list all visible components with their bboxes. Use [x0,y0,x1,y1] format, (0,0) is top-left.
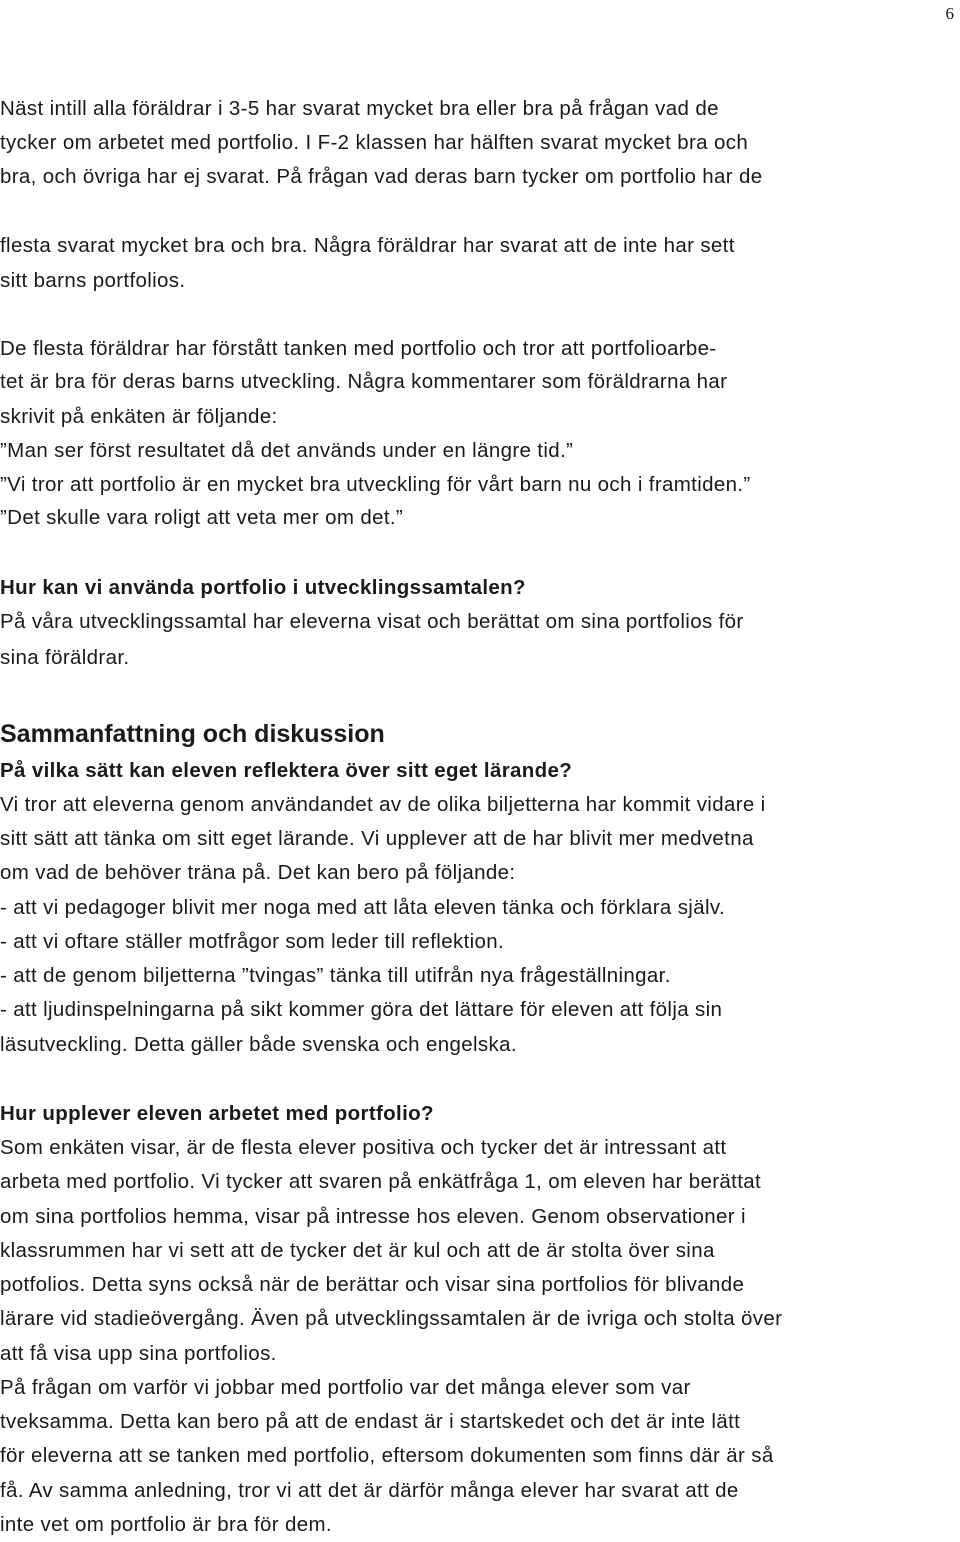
quote-line: ”Vi tror att portfolio är en mycket bra utveckling för vårt barn nu och i framtiden.” [0,473,751,496]
text-line: På våra utvecklingssamtal har eleverna visat och berättat om sina portfolios för [0,610,744,633]
text-line: De flesta föräldrar har förstått tanken med portfolio och tror att portfolioarbe- [0,337,717,360]
text-line: inte vet om portfolio är bra för dem. [0,1513,332,1536]
text-line: sitt sätt att tänka om sitt eget lärande. Vi upplever att de har blivit mer medvetna [0,827,754,850]
text-line: tveksamma. Detta kan bero på att de endast är i startskedet och det är inte lätt [0,1410,741,1433]
text-line: Vi tror att eleverna genom användandet av de olika biljetterna har kommit vidare i [0,793,766,816]
quote-line: ”Det skulle vara roligt att veta mer om det.” [0,506,404,529]
text-line: om vad de behöver träna på. Det kan bero på följande: [0,861,516,884]
section-subheading: Hur kan vi använda portfolio i utvecklingssamtalen? [0,576,526,599]
text-line: om sina portfolios hemma, visar på intresse hos eleven. Genom observationer i [0,1205,746,1228]
text-line: tycker om arbetet med portfolio. I F-2 klassen har hälften svarat mycket bra och [0,131,749,154]
page-number: 6 [945,4,954,23]
text-line: På frågan om varför vi jobbar med portfolio var det många elever som var [0,1376,691,1399]
section-subheading: Hur upplever eleven arbetet med portfolio? [0,1102,434,1125]
text-line: flesta svarat mycket bra och bra. Några föräldrar har svarat att de inte har sett [0,234,735,257]
text-line: bra, och övriga har ej svarat. På frågan vad deras barn tycker om portfolio har de [0,165,763,188]
list-item: - att vi oftare ställer motfrågor som leder till reflektion. [0,930,505,953]
text-line: arbeta med portfolio. Vi tycker att svaren på enkätfråga 1, om eleven har berättat [0,1170,762,1193]
text-line: läsutveckling. Detta gäller både svenska och engelska. [0,1033,517,1056]
text-line: lärare vid stadieövergång. Även på utvecklingssamtalen är de ivriga och stolta över [0,1307,783,1330]
text-line: sina föräldrar. [0,646,130,669]
list-item: - att ljudinspelningarna på sikt kommer göra det lättare för eleven att följa sin [0,998,723,1021]
text-line: få. Av samma anledning, tror vi att det är därför många elever har svarat att de [0,1479,739,1502]
text-line: Näst intill alla föräldrar i 3-5 har svarat mycket bra eller bra på frågan vad de [0,97,719,120]
text-line: att få visa upp sina portfolios. [0,1342,277,1365]
text-line: potfolios. Detta syns också när de berättar och visar sina portfolios för blivande [0,1273,745,1296]
text-line: tet är bra för deras barns utveckling. Några kommentarer som föräldrarna har [0,370,728,393]
text-line: sitt barns portfolios. [0,269,186,292]
section-heading: Sammanfattning och diskussion [0,720,385,748]
text-line: Som enkäten visar, är de flesta elever positiva och tycker det är intressant att [0,1136,727,1159]
quote-line: ”Man ser först resultatet då det används under en längre tid.” [0,439,574,462]
text-line: klassrummen har vi sett att de tycker det är kul och att de är stolta över sina [0,1239,715,1262]
section-subheading: På vilka sätt kan eleven reflektera över sitt eget lärande? [0,759,573,782]
text-line: för eleverna att se tanken med portfolio, eftersom dokumenten som finns där är så [0,1444,774,1467]
text-line: skrivit på enkäten är följande: [0,405,278,428]
list-item: - att de genom biljetterna ”tvingas” tänka till utifrån nya frågeställningar. [0,964,671,987]
list-item: - att vi pedagoger blivit mer noga med att låta eleven tänka och förklara själv. [0,896,725,919]
